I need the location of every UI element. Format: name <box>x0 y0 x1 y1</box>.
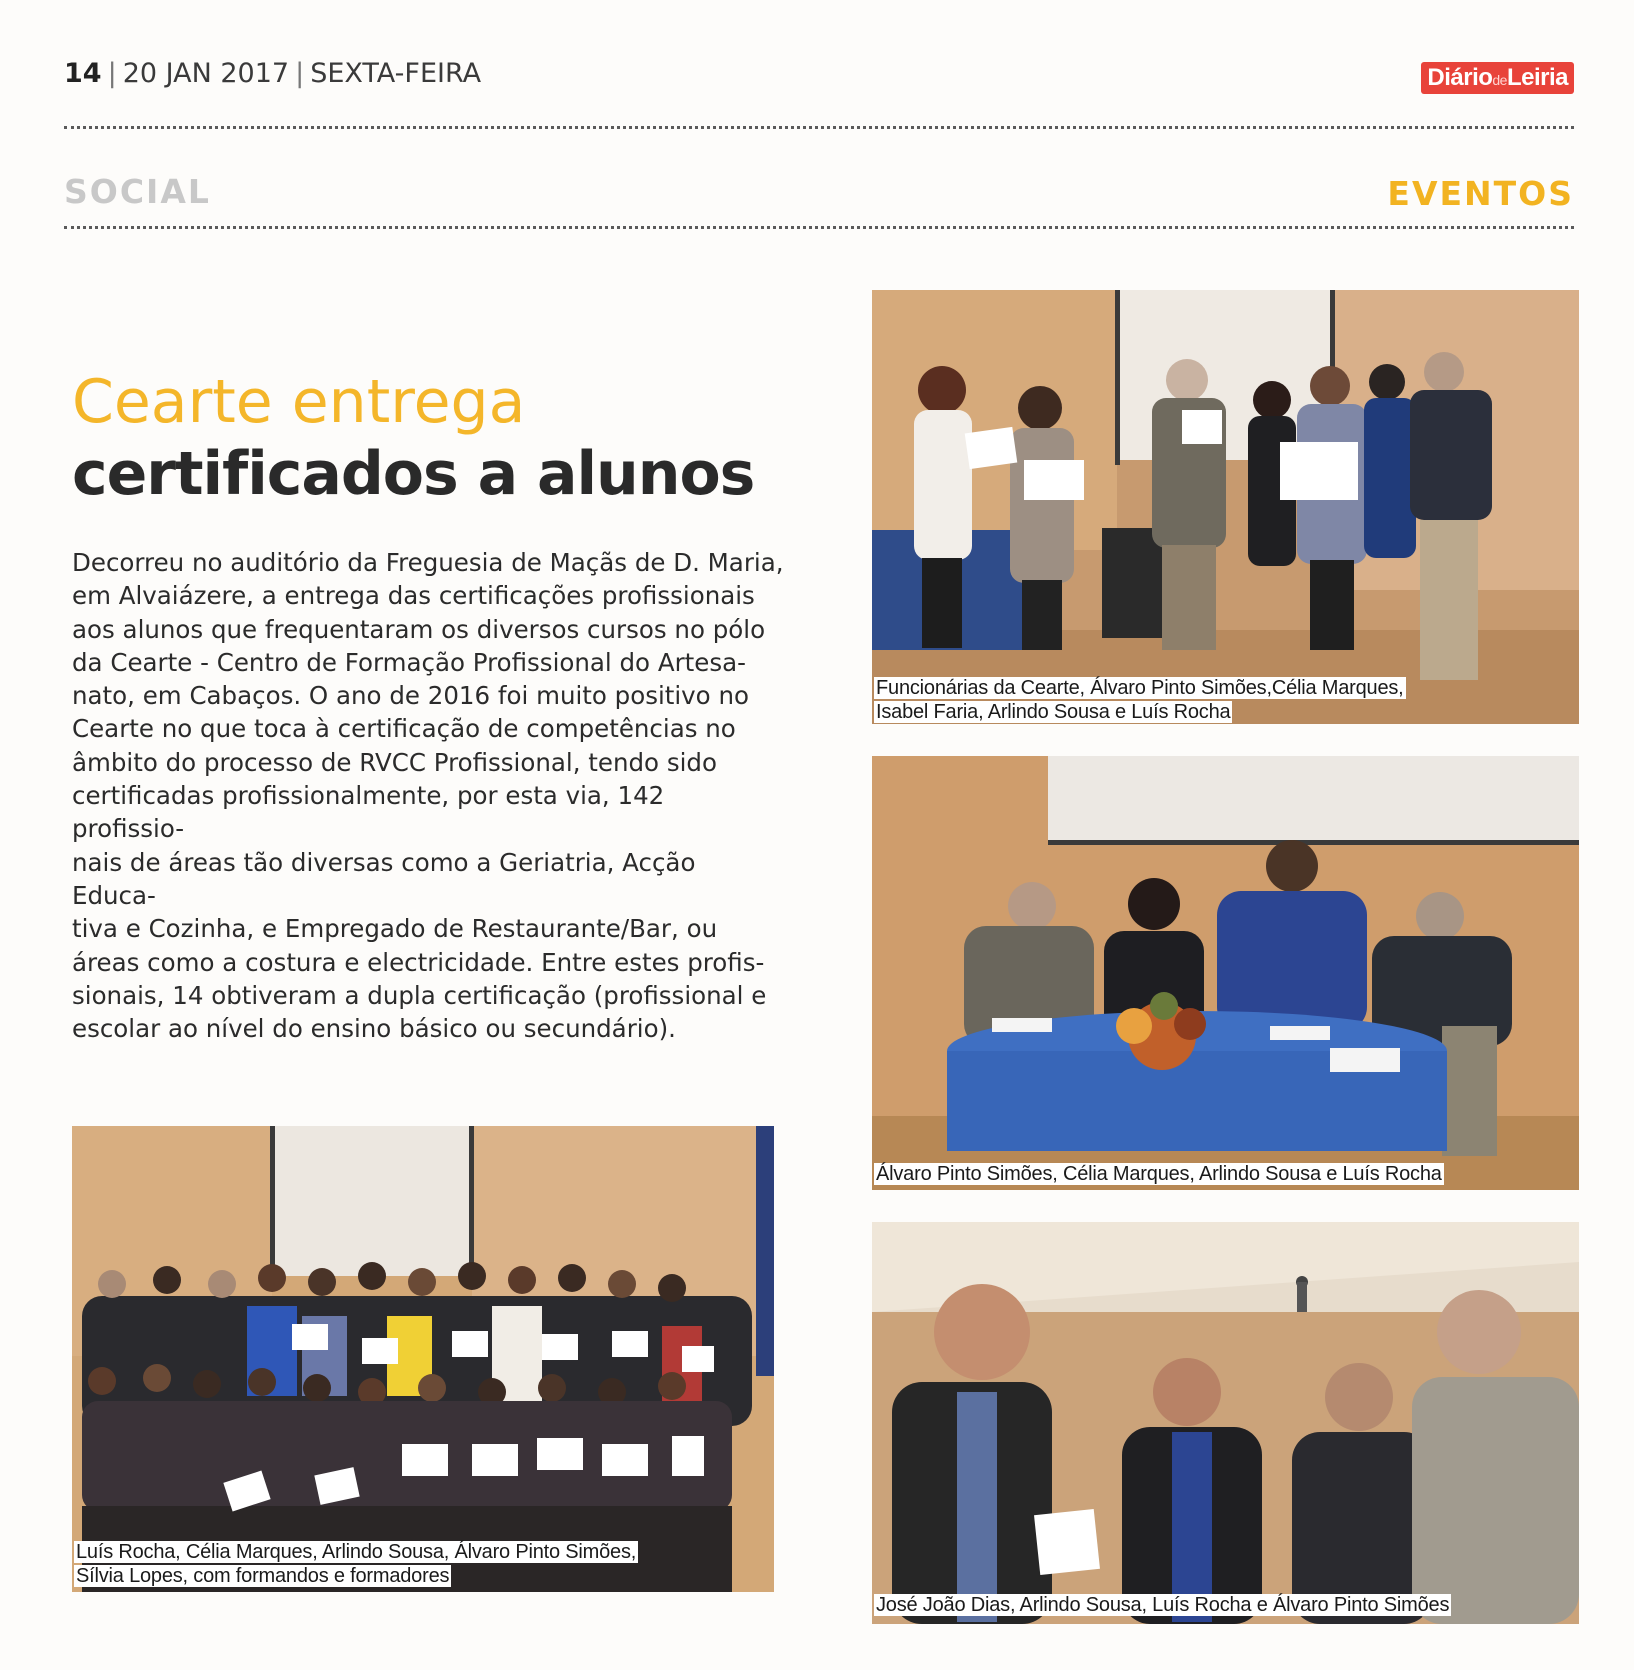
photo-group <box>72 1126 774 1592</box>
issue-weekday: SEXTA-FEIRA <box>310 58 482 89</box>
issue-date: 20 JAN 2017 <box>122 58 290 89</box>
logo-text-small: de <box>1492 72 1507 88</box>
caption-stage-text: Funcionárias da Cearte, Álvaro Pinto Simões,Célia Marques, Isabel Faria, Arlindo Sousa e Luís Rocha <box>876 677 1404 723</box>
page-number: 14 <box>64 58 102 89</box>
caption-group <box>74 1540 774 1588</box>
logo-text-2: Leiria <box>1506 64 1568 91</box>
page-header <box>64 58 1574 98</box>
section-label-right: EVENTOS <box>1387 174 1574 213</box>
photo-stage-image <box>872 290 1579 724</box>
header-separator: | <box>107 58 117 89</box>
header-separator: | <box>295 58 305 89</box>
photo-group-image <box>72 1126 774 1592</box>
newspaper-logo <box>1421 62 1574 94</box>
section-divider <box>64 226 1574 229</box>
photo-table-image <box>872 756 1579 1190</box>
photo-table <box>872 756 1579 1190</box>
logo-text-1: Diário <box>1427 64 1493 91</box>
photo-conversation <box>872 1222 1579 1624</box>
photo-conversation-image <box>872 1222 1579 1624</box>
section-label-left: SOCIAL <box>64 172 211 211</box>
article-body: Decorreu no auditório da Freguesia de Maçãs de D. Maria, em Alvaiázere, a entrega das certificações profissionais aos alunos que frequentaram os diversos cursos no pólo da Cearte - Centro de Formação Profissional do Artesa- nato, em Cabaços. O ano de 2016 foi muito positivo no Cearte no que toca à certificação de competências no âmbito do processo de RVCC Profissional, tendo sido certificadas profissionalmente, por esta via, 142 profissio- nais de áreas tão diversas como a Geriatria, Acção Educa- tiva e Cozinha, e Empregado de Restaurante/Bar, ou áreas como a costura e electricidade. Entre estes profis- sionais, 14 obtiveram a dupla certificação (profissional e escolar ao nível do ensino básico ou secundário). <box>72 548 784 1044</box>
header-divider <box>64 126 1574 129</box>
caption-table <box>874 1162 1574 1186</box>
photo-stage <box>872 290 1579 724</box>
caption-table-text: Álvaro Pinto Simões, Célia Marques, Arlindo Sousa e Luís Rocha <box>876 1163 1442 1185</box>
caption-stage <box>874 676 1574 724</box>
caption-group-text: Luís Rocha, Célia Marques, Arlindo Sousa, Álvaro Pinto Simões, Sílvia Lopes, com formandos e formadores <box>76 1541 637 1587</box>
article-headline <box>72 366 754 510</box>
caption-conversation-text: José João Dias, Arlindo Sousa, Luís Rocha e Álvaro Pinto Simões <box>876 1594 1450 1616</box>
caption-conversation <box>874 1593 1574 1617</box>
headline-line-2: certificados a alunos <box>72 439 755 509</box>
headline-line-1: Cearte entrega <box>72 367 526 437</box>
